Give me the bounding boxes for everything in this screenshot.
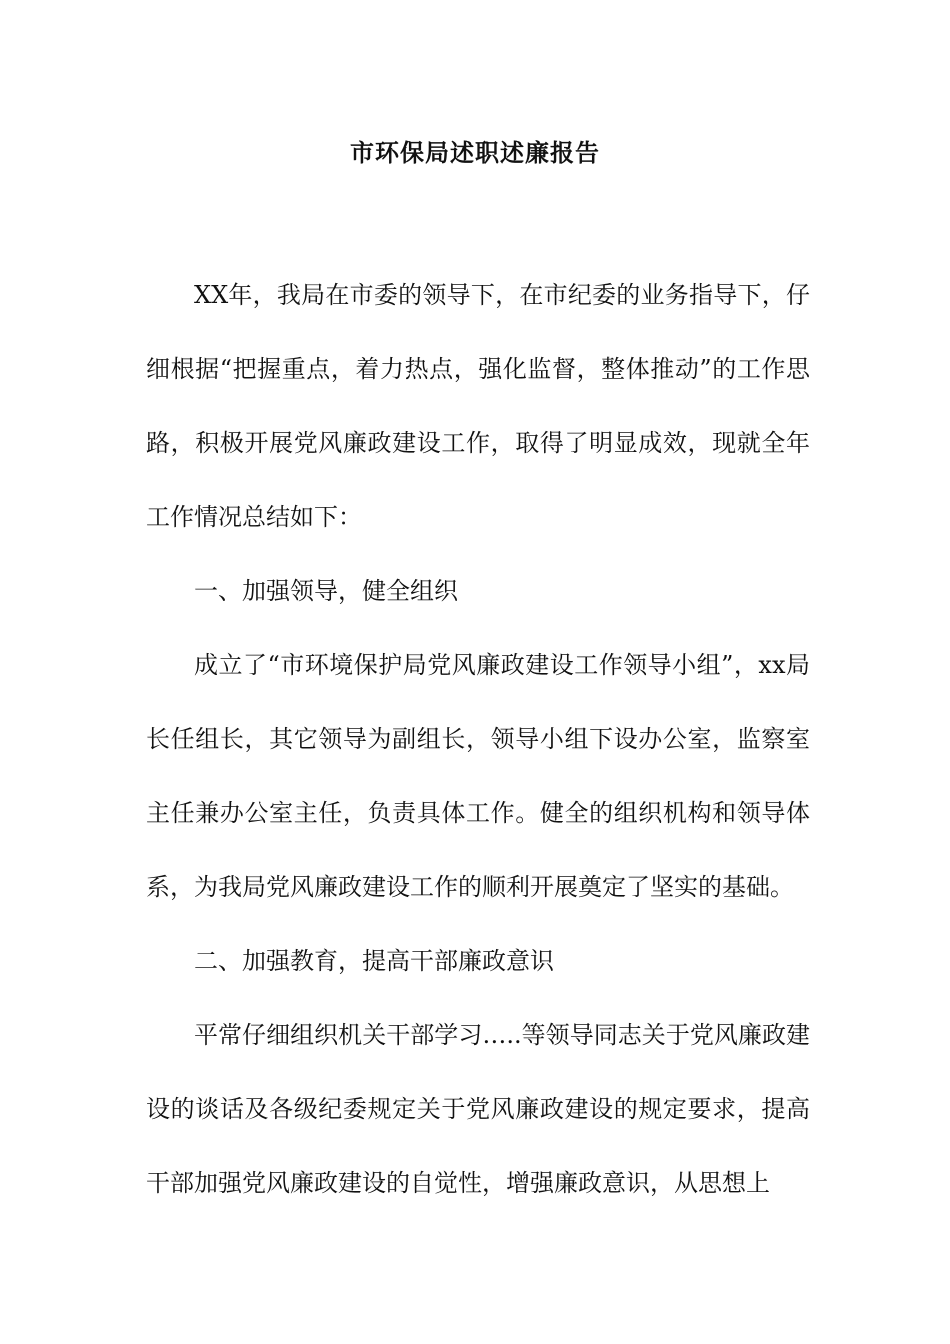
section-heading-1: 一、加强领导，健全组织 <box>194 577 458 605</box>
paragraph-section-2: 平常仔细组织机关干部学习…..等领导同志关于党风廉政建设的谈话及各级纪委规定关于党风廉政建设的规定要求，提高干部加强党风廉政建设的自觉性，增强廉政意识，从思想上 <box>146 1021 810 1197</box>
document-body <box>146 258 810 1220</box>
paragraph-section-1: 成立了“市环境保护局党风廉政建设工作领导小组”，xx局长任组长，其它领导为副组长，领导小组下设办公室，监察室主任兼办公室主任，负责具体工作。健全的组织机构和领导体系，为我局党风廉政建设工作的顺利开展奠定了坚实的基础。 <box>146 651 810 901</box>
document-title: 市环保局述职述廉报告 <box>350 139 600 167</box>
paragraph-intro: XX年，我局在市委的领导下，在市纪委的业务指导下，仔细根据“把握重点，着力热点，强化监督，整体推动”的工作思路，积极开展党风廉政建设工作，取得了明显成效，现就全年工作情况总结如下： <box>146 281 810 531</box>
section-heading-2: 二、加强教育，提高干部廉政意识 <box>194 947 554 975</box>
